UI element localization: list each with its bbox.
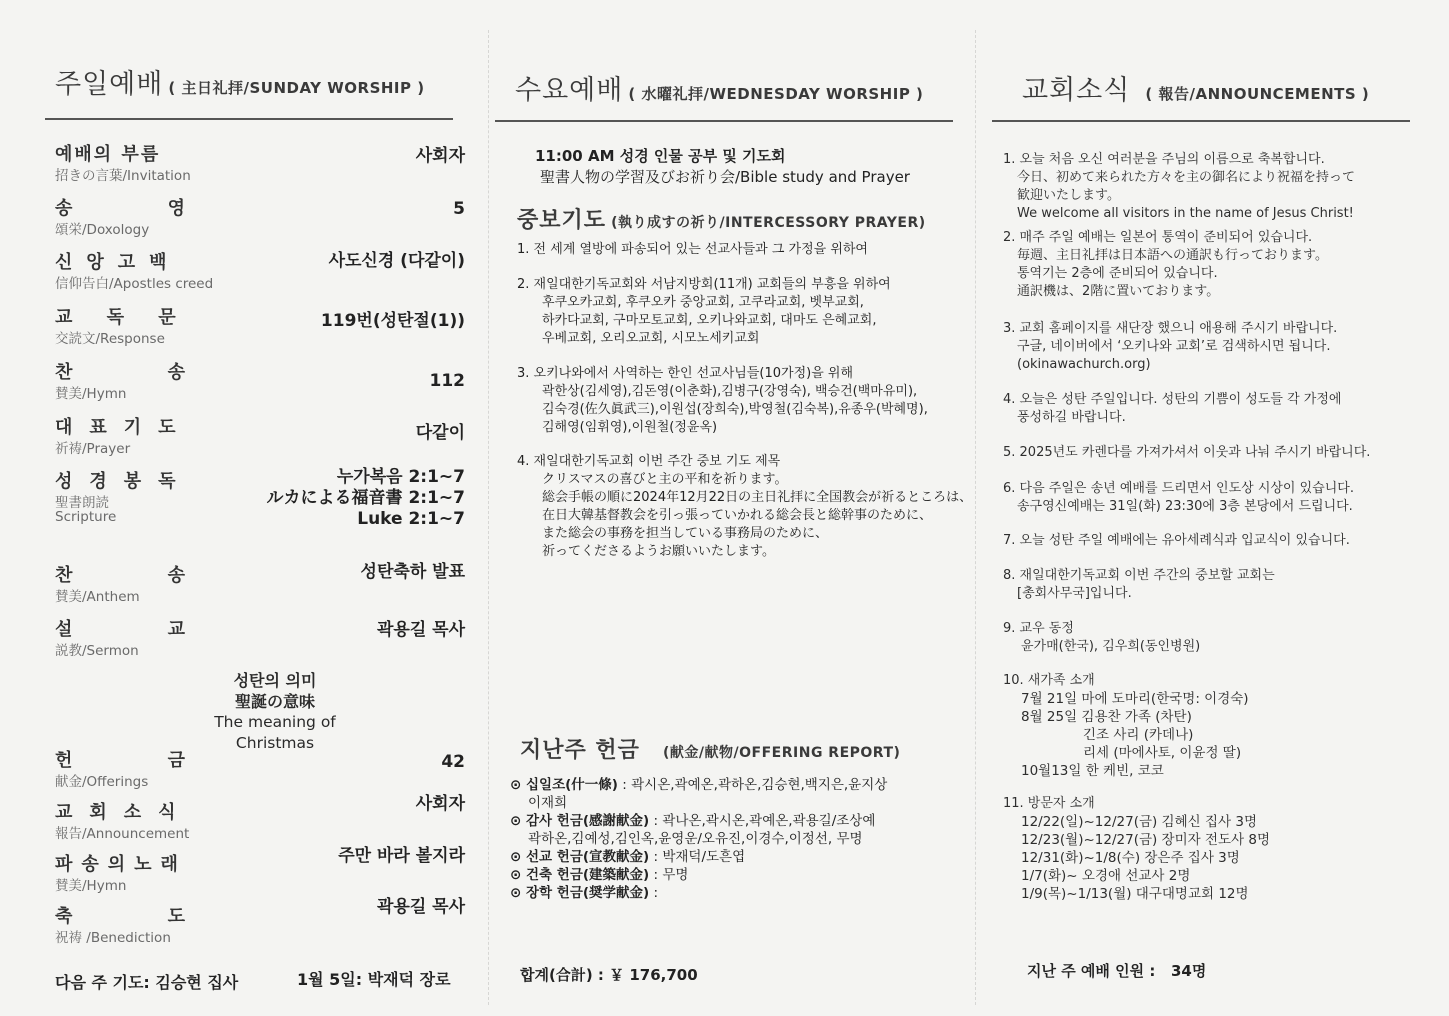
announcement-text: 5. 2025년도 카렌다를 가져가셔서 이웃과 나눠 주시기 바랍니다. xyxy=(1003,445,1371,460)
announcement-item xyxy=(1003,320,1337,374)
service-row xyxy=(55,248,465,298)
wednesday-time xyxy=(535,146,786,167)
service-item-subtitle: 祝祷 /Benediction xyxy=(55,930,171,946)
wednesday-time-line: 11:00 AM 성경 인물 공부 및 기도회 xyxy=(535,147,786,165)
announcements-title: 교회소식 xyxy=(1022,75,1131,106)
sermon-title-korean: 성탄의 의미 xyxy=(233,671,317,690)
service-row xyxy=(55,846,465,900)
service-item-subtitle: 祈祷/Prayer xyxy=(55,441,131,457)
prayer-item-text: 2. 재일대한기독교회와 서남지방회(11개) 교회들의 부흥을 위하여 xyxy=(517,277,891,292)
service-item-subtitle: 説教/Sermon xyxy=(55,643,139,659)
service-item-name: 축 도 xyxy=(55,906,188,927)
announcement-text: 毎週、主日礼拝は日本語への通訳も行っております。 xyxy=(1017,248,1328,263)
announcement-text: 今日、初めて来られた方々を主の御名により祝福を持って xyxy=(1017,170,1356,185)
announcement-text: 8. 재일대한기독교회 이번 주간의 중보할 교회는 xyxy=(1003,568,1275,583)
prayer-item-text: 3. 오키나와에서 사역하는 한인 선교사님들(10가정)을 위해 xyxy=(517,366,854,381)
offering-subtitle: (献金/献物/OFFERING REPORT) xyxy=(663,745,901,761)
announcement-text: 6. 다음 주일은 송년 예배를 드리면서 인도상 시상이 있습니다. xyxy=(1003,481,1354,496)
service-item-name: 예배의 부름 xyxy=(55,144,161,165)
service-item-subtitle: 信仰告白/Apostles creed xyxy=(55,276,214,292)
offering-label: ⊙ 선교 헌금(宣教献金) xyxy=(510,849,650,865)
announcements-header xyxy=(1022,68,1369,107)
sunday-title: 주일예배 xyxy=(55,69,164,100)
wednesday-title: 수요예배 xyxy=(515,75,624,106)
wednesday-time-line-2: 聖書人物の学習及びお祈り会/Bible study and Prayer xyxy=(540,168,910,186)
service-item-subtitle: 献金/Offerings xyxy=(55,774,149,790)
visitor-item: 1/7(화)~ 오경애 선교사 2명 xyxy=(1021,868,1191,884)
announcement-text: (okinawachurch.org) xyxy=(1017,357,1151,372)
announcement-text: 1. 오늘 처음 오신 여러분을 주님의 이름으로 축복합니다. xyxy=(1003,152,1325,167)
announcement-text: 通訳機は、2階に置いております。 xyxy=(1017,284,1220,299)
service-item-subtitle: 招きの言葉/Invitation xyxy=(55,168,191,184)
service-item-name: 대표기도 xyxy=(55,417,193,438)
visitors-title: 11. 방문자 소개 xyxy=(1003,796,1095,811)
service-item-value: 다같이 xyxy=(415,423,465,443)
service-row xyxy=(55,303,465,353)
intercessory-prayer-title: 중보기도 xyxy=(517,208,607,233)
prayer-item-text: 김숙경(佐久眞武三),이원섭(장희숙),박영철(김숙복),유종우(박혜명), xyxy=(542,402,928,417)
service-item-subtitle: 聖書朗読 xyxy=(55,495,109,511)
scripture-english: Luke 2:1~7 xyxy=(357,509,465,529)
sunday-header xyxy=(55,62,425,101)
offering-label: ⊙ 감사 헌금(感謝献金) xyxy=(510,813,650,829)
announcement-item xyxy=(1003,229,1328,301)
announcement-text: 윤가매(한국), 김우희(동인병원) xyxy=(1021,639,1201,654)
announcement-text: 9. 교우 동정 xyxy=(1003,621,1074,636)
offering-label: ⊙ 건축 헌금(建築献金) xyxy=(510,867,650,883)
prayer-item-text: 4. 재일대한기독교회 이번 주간 중보 기도 제목 xyxy=(517,454,781,469)
announcement-text: 歓迎いたします。 xyxy=(1017,188,1120,203)
prayer-item-text: 곽한상(김세영),김돈영(이춘화),김병구(강영숙), 백승건(백마유미), xyxy=(542,384,918,399)
jan5-prayer: 1월 5일: 박재덕 장로 xyxy=(297,970,451,989)
service-row xyxy=(55,140,465,190)
service-item-name: 찬 송 xyxy=(55,565,188,586)
visitor-item: 12/31(화)~1/8(수) 장은주 집사 3명 xyxy=(1021,850,1240,866)
offering-names: : 곽나온,곽시온,곽예온,곽용길/조상예 xyxy=(649,813,876,829)
scripture-japanese: ルカによる福音書 2:1~7 xyxy=(266,488,465,508)
service-item-name: 설 교 xyxy=(55,619,188,640)
intercessory-prayer-header xyxy=(517,203,926,234)
service-item-value: 5 xyxy=(453,199,465,219)
service-row xyxy=(55,746,465,796)
intercessory-prayer-subtitle: (執り成すの祈り/INTERCESSORY PRAYER) xyxy=(611,215,926,231)
announcement-text: 풍성하길 바랍니다. xyxy=(1017,410,1126,425)
service-item-name: 신앙고백 xyxy=(55,252,181,273)
visitor-item: 1/9(목)~1/13(월) 대구대명교회 12명 xyxy=(1021,886,1249,902)
service-item-value: 주만 바라 볼지라 xyxy=(338,846,465,866)
column-divider xyxy=(975,30,976,1005)
service-row xyxy=(55,794,465,848)
service-item-subtitle: 賛美/Hymn xyxy=(55,878,127,894)
sunday-subtitle: ( 主日礼拝/SUNDAY WORSHIP ) xyxy=(168,79,425,97)
visitor-item: 12/22(일)~12/27(금) 김혜신 집사 3명 xyxy=(1021,814,1257,830)
offering-row xyxy=(510,812,875,848)
attendance: 지난 주 예배 인원 : 34명 xyxy=(1027,962,1207,980)
offering-row xyxy=(510,866,688,884)
new-family-title: 10. 새가족 소개 xyxy=(1003,673,1095,688)
offering-names: : 무명 xyxy=(649,867,689,883)
service-row xyxy=(55,561,465,611)
sunday-worship-column xyxy=(45,0,465,1016)
announcement-item xyxy=(1003,567,1275,603)
service-item-name: 교회소식 xyxy=(55,802,193,823)
announcement-item xyxy=(1003,444,1370,462)
service-row xyxy=(55,897,465,952)
service-item-subtitle: 交読文/Response xyxy=(55,331,165,347)
offering-row xyxy=(510,884,658,902)
visitor-item: 12/23(월)~12/27(금) 장미자 전도사 8명 xyxy=(1021,832,1271,848)
announcement-text: 4. 오늘은 성탄 주일입니다. 성탄의 기쁨이 성도들 각 가정에 xyxy=(1003,392,1342,407)
visitors-section xyxy=(1003,795,1270,903)
service-item-value: 사회자 xyxy=(415,794,465,814)
list-item xyxy=(517,453,972,561)
offering-names: : 곽시온,곽예온,곽하온,김승현,백지은,윤지상 xyxy=(617,777,888,793)
service-row xyxy=(55,194,465,244)
service-item-subtitle: 賛美/Hymn xyxy=(55,386,127,402)
offering-names: 곽하온,김예성,김인옥,윤영운/오유진,이경수,이정선, 무명 xyxy=(528,831,863,847)
header-rule xyxy=(992,120,1410,122)
service-item-value: 곽용길 목사 xyxy=(376,897,465,917)
service-row xyxy=(55,467,465,537)
service-item-subtitle: 賛美/Anthem xyxy=(55,589,140,605)
column-divider xyxy=(488,30,489,1005)
list-item xyxy=(517,241,868,259)
service-row xyxy=(55,413,465,463)
next-week-prayer: 다음 주 기도: 김승현 집사 xyxy=(55,973,239,992)
new-family-item: 리세 (마에사토, 이윤정 딸) xyxy=(1083,745,1242,761)
service-item-name: 헌 금 xyxy=(55,750,188,771)
service-item-name: 파송의노래 xyxy=(55,854,187,875)
announcement-text: 3. 교회 홈페이지를 새단장 했으니 애용해 주시기 바랍니다. xyxy=(1003,321,1338,336)
offering-title: 지난주 헌금 xyxy=(520,738,640,763)
offering-row xyxy=(510,776,887,812)
service-item-value: 성탄축하 발표 xyxy=(360,562,465,582)
list-item xyxy=(517,365,928,437)
header-rule xyxy=(45,118,453,120)
prayer-item-text: 하카다교회, 구마모토교회, 오키나와교회, 대마도 은혜교회, xyxy=(542,313,877,328)
prayer-item-text: 우베교회, 오리오교회, 시모노세키교회 xyxy=(542,331,760,346)
service-item-value: 사회자 xyxy=(415,146,465,166)
offering-row xyxy=(510,848,745,866)
new-family-item: 10월13일 한 케빈, 코코 xyxy=(1021,763,1164,779)
service-item-value: 사도신경 (다같이) xyxy=(328,251,465,271)
announcement-text: 구글, 네이버에서 ‘오키나와 교회’로 검색하시면 됩니다. xyxy=(1017,339,1331,354)
prayer-item-text: 김해영(임휘영),이원철(정윤옥) xyxy=(542,420,718,435)
service-item-subtitle: 頌栄/Doxology xyxy=(55,222,150,238)
announcement-item xyxy=(1003,391,1341,427)
service-item-value: 119번(성탄절(1)) xyxy=(320,311,465,331)
announcement-item xyxy=(1003,532,1350,550)
new-family-item: 긴조 사리 (카데나) xyxy=(1083,727,1194,743)
wednesday-worship-column xyxy=(495,0,973,1016)
offering-names: : 박재덕/도흔엽 xyxy=(649,849,746,865)
service-row xyxy=(55,615,465,665)
prayer-item-text: クリスマスの喜びと主の平和を祈ります。 xyxy=(542,472,788,487)
announcements-subtitle: ( 報告/ANNOUNCEMENTS ) xyxy=(1145,85,1370,103)
announcement-text: 통역기는 2층에 준비되어 있습니다. xyxy=(1017,266,1218,281)
announcements-column xyxy=(990,0,1420,1016)
announcement-item xyxy=(1003,480,1354,516)
service-row xyxy=(55,358,465,408)
service-item-value: 42 xyxy=(441,752,465,772)
announcement-text: 송구영신예배는 31일(화) 23:30에 3층 본당에서 드립니다. xyxy=(1017,499,1353,514)
service-item-subtitle: 報告/Announcement xyxy=(55,826,190,842)
offering-names: : xyxy=(649,885,659,901)
prayer-item-text: 総会手帳の順に2024年12月22日の主日礼拝に全国教会が祈るところは、 xyxy=(542,490,973,505)
offering-names: 이재희 xyxy=(528,795,568,811)
sermon-title-english: The meaning of Christmas xyxy=(214,713,336,752)
new-family-section xyxy=(1003,672,1249,780)
service-item-value: 곽용길 목사 xyxy=(376,620,465,640)
offering-label: ⊙ 십일조(什一條) xyxy=(510,777,618,793)
announcement-text: 2. 매주 주일 예배는 일본어 통역이 준비되어 있습니다. xyxy=(1003,230,1313,245)
announcement-item xyxy=(1003,620,1200,656)
offering-total: 합계(合計) : ￥ 176,700 xyxy=(520,966,698,984)
announcement-text: We welcome all visitors in the name of Jesus Christ! xyxy=(1017,206,1354,221)
service-item-name: 성경봉독 xyxy=(55,471,193,492)
prayer-item-text: 在日大韓基督教会を引っ張っていかれる総会長と総幹事のために、 xyxy=(542,508,933,523)
scripture-korean: 누가복음 2:1~7 xyxy=(336,467,465,487)
prayer-item-text: 1. 전 세계 열방에 파송되어 있는 선교사들과 그 가정을 위하여 xyxy=(517,242,868,257)
service-item-name: 찬 송 xyxy=(55,362,188,383)
offering-label: ⊙ 장학 헌금(奨学献金) xyxy=(510,885,650,901)
prayer-item-text: また総会の事務を担当している事務局のために、 xyxy=(542,526,829,541)
wednesday-header xyxy=(515,68,923,107)
service-item-name: 송 영 xyxy=(55,198,188,219)
sermon-title xyxy=(175,670,375,754)
new-family-item: 8월 25일 김용찬 가족 (차탄) xyxy=(1021,709,1192,725)
announcement-text: 7. 오늘 성탄 주일 예배에는 유아세례식과 입교식이 있습니다. xyxy=(1003,533,1350,548)
sermon-title-japanese: 聖誕の意味 xyxy=(234,692,315,711)
header-rule xyxy=(495,120,953,122)
announcement-text: [총회사무국]입니다. xyxy=(1017,586,1132,601)
new-family-item: 7월 21일 마에 도마리(한국명: 이경숙) xyxy=(1021,691,1249,707)
announcement-item xyxy=(1003,151,1355,223)
list-item xyxy=(517,276,891,348)
prayer-item-text: 후쿠오카교회, 후쿠오카 중앙교회, 고쿠라교회, 벳부교회, xyxy=(542,295,864,310)
prayer-item-text: 祈ってくださるようお願いいたします。 xyxy=(542,544,775,559)
service-item-subtitle: Scripture xyxy=(55,509,117,525)
offering-header xyxy=(520,733,900,764)
wednesday-subtitle: ( 水曜礼拝/WEDNESDAY WORSHIP ) xyxy=(628,85,924,103)
service-item-value: 112 xyxy=(429,371,465,391)
service-item-name: 교 독 문 xyxy=(55,307,178,328)
